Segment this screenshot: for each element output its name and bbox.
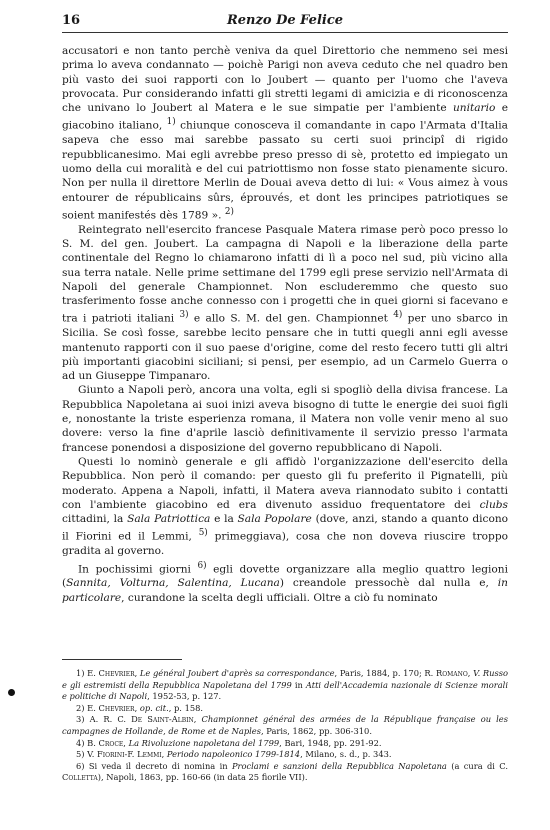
footnote-ref-4: 4)	[393, 310, 403, 321]
paragraph-1: accusatori e non tanto perchè veniva da quel Direttorio che nemmeno sei mesi prima lo aveva condannato — poichè Parigi non aveva ceduto che nel quadro ben più vasto dei suoi rapporti con lo Joubert — quanto per l'uomo che l'aveva provocata. Pur considerando infatti gli stretti legami di amicizia e di riconoscenza che univano lo Joubert al Matera e le sue simpatie per l'ambiente unitario e giacobino italiano, $^{1)}$ chiunque conosceva il comandante in capo l'Armata d'Italia sapeva che esso mai sarebbe passato su certi suoi principî di rigido repubblicanesimo. Mai egli avrebbe preso presso di sè, protetto ed impiegato un uomo della cui moralità e del cui patriottismo non fosse stato pienamente sicuro. Non per nulla il direttore Merlin de Douai aveva detto di lui: « Vous aimez à vous entourer de républicains sûrs, éprouvés, et dont les principes patriotiques se soient manifestés dès 1789 ». $^{2)}$	[62, 45, 509, 222]
paragraph-5: In pochissimi giorni $^{6)}$ egli dovette organizzare alla meglio quattro legioni (Sannita, Volturna, Salentina, Lucana) creandole pressochè dal nulla e, in particolare, curandone la scelta degli ufficiali. Oltre a ciò fu nominato	[62, 560, 509, 604]
footnote-6: 6) Si veda il decreto di nomina in Proclami e sanzioni della Repubblica Napoletana (a cura di C. Colletta), Napoli, 1863, pp. 160-66 (in data 25 fiorile VII).	[62, 760, 508, 783]
running-header	[62, 12, 508, 33]
footnotes	[62, 668, 508, 784]
footnote-ref-1: 1)	[166, 117, 176, 128]
footnote-4: 4) B. Croce, La Rivoluzione napoletana del 1799, Bari, 1948, pp. 291-92.	[76, 737, 382, 748]
footnote-5: 5) V. Fiorini-F. Lemmi, Periodo napoleonico 1799-1814, Milano, s. d., p. 343.	[76, 749, 392, 760]
margin-mark	[8, 689, 15, 696]
footnote-ref-3: 3)	[179, 310, 189, 321]
footnote-ref-5: 5)	[198, 528, 208, 539]
footnote-ref-2: 2)	[224, 206, 234, 217]
page-number: 16	[62, 13, 81, 28]
paragraph-4: Questi lo nominò generale e gli affidò l'organizzazione dell'esercito della Repubblica. Non però il comando: per questo gli fu preferito il Pignatelli, più moderato. Appena a Napoli, infatti, il Matera aveva riannodato subito i contatti con l'ambiente giacobino ed era divenuto assiduo frequentatore dei clubs cittadini, la Sala Patriottica e la Sala Popolare (dove, anzi, stando a quanto dicono il Fiorini ed il Lemmi, $^{5)}$ primeggiava), cosa che non doveva riuscire troppo gradita al governo.	[62, 455, 509, 558]
paragraph-3: Giunto a Napoli però, ancora una volta, egli si spogliò della divisa francese. La Repubblica Napoletana ai suoi inizi aveva bisogno di tutte le energie dei suoi figli e, nonostante la triste esperienza romana, il Matera non volle venir meno al suo dovere: verso la fine d'aprile lasciò definitivamente il servizio presso l'armata francese ponendosi a disposizione del governo repubblicano di Napoli.	[62, 384, 508, 454]
footnote-ref-6: 6)	[197, 560, 207, 571]
footnote-divider	[62, 659, 182, 660]
footnote-1: 1) E. Chevrier, Le général Joubert d'après sa correspondance, Paris, 1884, p. 170; R. Romano, V. Russo e gli estremisti della Repubblica Napoletana del 1799 in Atti dell'Accademia nazionale di Scienze morali e politiche di Napoli, 1952-53, p. 127.	[62, 668, 509, 702]
running-title: Renzo De Felice	[226, 13, 344, 28]
footnote-2: 2) E. Chevrier, op. cit., p. 158.	[76, 702, 204, 713]
main-text	[62, 44, 508, 605]
paragraph-2: Reintegrato nell'esercito francese Pasquale Matera rimase però poco presso lo S. M. del gen. Joubert. La campagna di Napoli e la liberazione della parte continentale del Regno lo chiamarono infatti di lì a poco nel sud, più vicino alla sua terra natale. Nelle prime settimane del 1799 egli prese servizio nell'Armata di Napoli del generale Championnet. Non escluderemmo che questo suo trasferimento fosse anche connesso con i progetti che in quei giorni si facevano e tra i patrioti italiani $^{3)}$ e allo S. M. del gen. Championnet $^{4)}$ per uno sbarco in Sicilia. Se così fosse, sarebbe lecito pensare che in tutti quegli anni egli avesse mantenuto rapporti con il suo paese d'origine, come del resto fecero tutti gli altri più importanti giacobini siciliani; si pensi, per esempio, ad un Carmelo Guerra o ad un Giuseppe Timpanaro.	[62, 223, 508, 383]
footnote-3: 3) A. R. C. De Saint-Albin, Championnet général des armées de la République française ou les campagnes de Hollande, de Rome et de Naples, Paris, 1862, pp. 306-310.	[62, 714, 508, 736]
